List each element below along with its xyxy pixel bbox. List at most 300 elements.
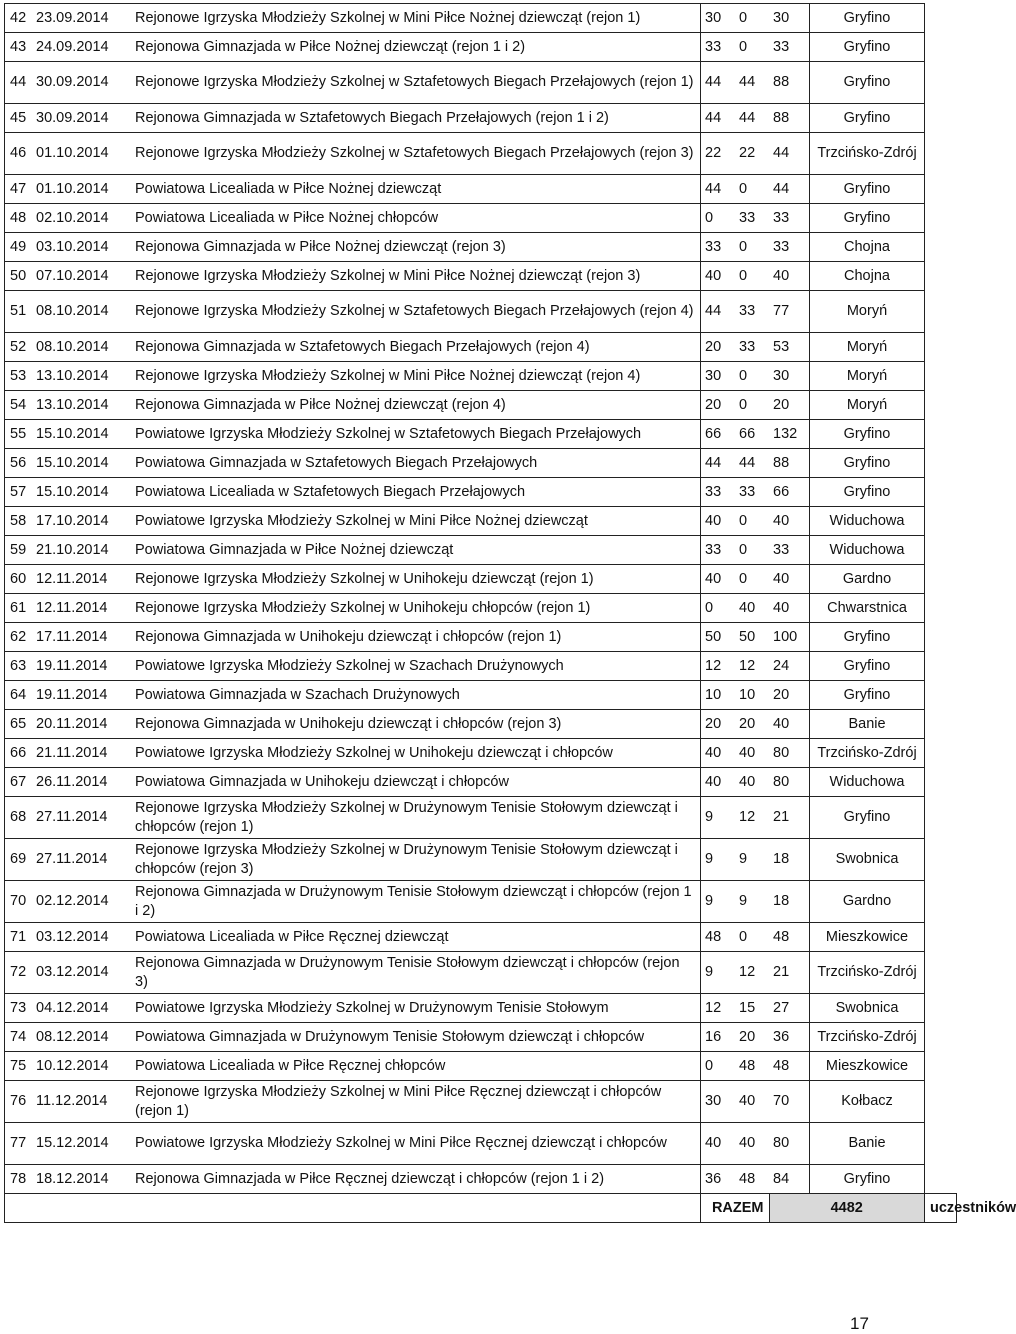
row-boys: 0	[735, 391, 769, 420]
row-girls: 40	[701, 768, 736, 797]
row-date: 12.11.2014	[32, 565, 131, 594]
row-event: Powiatowe Igrzyska Młodzieży Szkolnej w Szachach Drużynowych	[131, 652, 701, 681]
row-total: 77	[769, 291, 810, 333]
row-girls: 33	[701, 233, 736, 262]
row-date: 08.10.2014	[32, 333, 131, 362]
row-total: 48	[769, 923, 810, 952]
row-event: Powiatowa Gimnazjada w Sztafetowych Biegach Przełajowych	[131, 449, 701, 478]
row-date: 21.11.2014	[32, 739, 131, 768]
table-row	[5, 797, 957, 839]
row-boys: 0	[735, 923, 769, 952]
row-number: 51	[5, 291, 33, 333]
table-row	[5, 104, 957, 133]
row-place: Gryfino	[810, 449, 925, 478]
summary-row	[5, 1194, 957, 1223]
table-row	[5, 565, 957, 594]
summary-spacer	[5, 1194, 701, 1223]
table-row	[5, 1123, 957, 1165]
table-row	[5, 681, 957, 710]
row-event: Rejonowe Igrzyska Młodzieży Szkolnej w Drużynowym Tenisie Stołowym dziewcząt i chłopców (rejon 1)	[131, 797, 701, 839]
row-total: 20	[769, 681, 810, 710]
table-row	[5, 1081, 957, 1123]
row-date: 19.11.2014	[32, 652, 131, 681]
row-place: Gryfino	[810, 1165, 925, 1194]
row-girls: 9	[701, 952, 736, 994]
row-boys: 40	[735, 1123, 769, 1165]
row-boys: 44	[735, 62, 769, 104]
row-date: 23.09.2014	[32, 4, 131, 33]
row-number: 63	[5, 652, 33, 681]
row-number: 72	[5, 952, 33, 994]
row-event: Rejonowe Igrzyska Młodzieży Szkolnej w Sztafetowych Biegach Przełajowych (rejon 1)	[131, 62, 701, 104]
table-row	[5, 175, 957, 204]
row-number: 43	[5, 33, 33, 62]
row-boys: 9	[735, 881, 769, 923]
row-girls: 12	[701, 994, 736, 1023]
row-girls: 20	[701, 391, 736, 420]
table-row	[5, 768, 957, 797]
row-boys: 44	[735, 104, 769, 133]
row-number: 70	[5, 881, 33, 923]
row-boys: 9	[735, 839, 769, 881]
table-row	[5, 204, 957, 233]
row-total: 88	[769, 104, 810, 133]
row-total: 18	[769, 881, 810, 923]
table-row	[5, 420, 957, 449]
row-date: 04.12.2014	[32, 994, 131, 1023]
row-girls: 9	[701, 881, 736, 923]
row-girls: 33	[701, 536, 736, 565]
row-event: Rejonowa Gimnazjada w Piłce Ręcznej dziewcząt i chłopców (rejon 1 i 2)	[131, 1165, 701, 1194]
row-event: Rejonowa Gimnazjada w Unihokeju dziewcząt i chłopców (rejon 1)	[131, 623, 701, 652]
row-date: 21.10.2014	[32, 536, 131, 565]
row-place: Moryń	[810, 362, 925, 391]
row-date: 01.10.2014	[32, 175, 131, 204]
row-place: Gardno	[810, 565, 925, 594]
row-place: Gryfino	[810, 33, 925, 62]
row-date: 19.11.2014	[32, 681, 131, 710]
row-place: Swobnica	[810, 839, 925, 881]
row-date: 08.12.2014	[32, 1023, 131, 1052]
row-number: 62	[5, 623, 33, 652]
row-number: 53	[5, 362, 33, 391]
row-place: Trzcińsko-Zdrój	[810, 1023, 925, 1052]
summary-label: RAZEM	[701, 1194, 770, 1223]
row-boys: 48	[735, 1052, 769, 1081]
row-girls: 20	[701, 333, 736, 362]
table-row	[5, 4, 957, 33]
row-event: Powiatowe Igrzyska Młodzieży Szkolnej w Mini Piłce Ręcznej dziewcząt i chłopców	[131, 1123, 701, 1165]
row-total: 40	[769, 507, 810, 536]
row-girls: 40	[701, 565, 736, 594]
row-date: 15.10.2014	[32, 449, 131, 478]
row-event: Rejonowa Gimnazjada w Sztafetowych Biegach Przełajowych (rejon 4)	[131, 333, 701, 362]
row-place: Swobnica	[810, 994, 925, 1023]
row-place: Widuchowa	[810, 536, 925, 565]
row-girls: 44	[701, 104, 736, 133]
table-row	[5, 536, 957, 565]
row-date: 10.12.2014	[32, 1052, 131, 1081]
row-number: 42	[5, 4, 33, 33]
row-boys: 40	[735, 1081, 769, 1123]
row-boys: 20	[735, 1023, 769, 1052]
row-number: 45	[5, 104, 33, 133]
row-total: 44	[769, 133, 810, 175]
row-number: 49	[5, 233, 33, 262]
table-row	[5, 478, 957, 507]
row-boys: 40	[735, 594, 769, 623]
row-total: 24	[769, 652, 810, 681]
table-row	[5, 994, 957, 1023]
row-number: 66	[5, 739, 33, 768]
table-row	[5, 507, 957, 536]
row-girls: 9	[701, 839, 736, 881]
row-place: Gryfino	[810, 62, 925, 104]
row-number: 67	[5, 768, 33, 797]
row-event: Powiatowe Igrzyska Młodzieży Szkolnej w Sztafetowych Biegach Przełajowych	[131, 420, 701, 449]
row-event: Rejonowa Gimnazjada w Piłce Nożnej dziewcząt (rejon 4)	[131, 391, 701, 420]
row-girls: 0	[701, 594, 736, 623]
row-total: 33	[769, 536, 810, 565]
table-row	[5, 233, 957, 262]
row-place: Chwarstnica	[810, 594, 925, 623]
table-row	[5, 449, 957, 478]
row-date: 13.10.2014	[32, 362, 131, 391]
row-event: Powiatowa Gimnazjada w Unihokeju dziewcząt i chłopców	[131, 768, 701, 797]
row-number: 69	[5, 839, 33, 881]
row-number: 61	[5, 594, 33, 623]
table-row	[5, 652, 957, 681]
row-girls: 20	[701, 710, 736, 739]
row-total: 27	[769, 994, 810, 1023]
row-date: 27.11.2014	[32, 797, 131, 839]
row-number: 71	[5, 923, 33, 952]
row-event: Rejonowa Gimnazjada w Sztafetowych Biegach Przełajowych (rejon 1 i 2)	[131, 104, 701, 133]
table-row	[5, 133, 957, 175]
table-row	[5, 739, 957, 768]
row-place: Gryfino	[810, 204, 925, 233]
row-boys: 66	[735, 420, 769, 449]
row-girls: 22	[701, 133, 736, 175]
row-girls: 44	[701, 291, 736, 333]
row-total: 40	[769, 262, 810, 291]
row-number: 58	[5, 507, 33, 536]
row-event: Rejonowa Gimnazjada w Drużynowym Tenisie Stołowym dziewcząt i chłopców (rejon 1 i 2)	[131, 881, 701, 923]
row-event: Rejonowa Gimnazjada w Piłce Nożnej dziewcząt (rejon 3)	[131, 233, 701, 262]
row-girls: 30	[701, 1081, 736, 1123]
row-place: Banie	[810, 710, 925, 739]
row-place: Banie	[810, 1123, 925, 1165]
row-place: Gryfino	[810, 797, 925, 839]
row-place: Mieszkowice	[810, 1052, 925, 1081]
row-date: 11.12.2014	[32, 1081, 131, 1123]
row-event: Powiatowa Licealiada w Piłce Ręcznej chłopców	[131, 1052, 701, 1081]
row-date: 30.09.2014	[32, 62, 131, 104]
row-total: 40	[769, 594, 810, 623]
row-event: Rejonowe Igrzyska Młodzieży Szkolnej w Unihokeju dziewcząt (rejon 1)	[131, 565, 701, 594]
row-girls: 50	[701, 623, 736, 652]
row-number: 65	[5, 710, 33, 739]
row-number: 76	[5, 1081, 33, 1123]
row-place: Gryfino	[810, 652, 925, 681]
page-number: 17	[850, 1314, 869, 1333]
row-boys: 0	[735, 565, 769, 594]
row-boys: 33	[735, 478, 769, 507]
row-girls: 12	[701, 652, 736, 681]
row-total: 30	[769, 4, 810, 33]
row-number: 56	[5, 449, 33, 478]
row-place: Gryfino	[810, 623, 925, 652]
row-number: 60	[5, 565, 33, 594]
row-number: 75	[5, 1052, 33, 1081]
row-date: 07.10.2014	[32, 262, 131, 291]
row-boys: 33	[735, 291, 769, 333]
row-girls: 30	[701, 4, 736, 33]
row-date: 02.10.2014	[32, 204, 131, 233]
row-date: 03.10.2014	[32, 233, 131, 262]
row-event: Powiatowe Igrzyska Młodzieży Szkolnej w Drużynowym Tenisie Stołowym	[131, 994, 701, 1023]
row-girls: 40	[701, 1123, 736, 1165]
row-number: 52	[5, 333, 33, 362]
row-boys: 12	[735, 952, 769, 994]
row-boys: 0	[735, 536, 769, 565]
events-table	[4, 3, 1016, 1223]
row-event: Rejonowe Igrzyska Młodzieży Szkolnej w Drużynowym Tenisie Stołowym dziewcząt i chłopców (rejon 3)	[131, 839, 701, 881]
table-row	[5, 262, 957, 291]
row-boys: 0	[735, 507, 769, 536]
row-girls: 36	[701, 1165, 736, 1194]
row-boys: 22	[735, 133, 769, 175]
row-girls: 66	[701, 420, 736, 449]
row-total: 30	[769, 362, 810, 391]
row-date: 24.09.2014	[32, 33, 131, 62]
row-total: 40	[769, 565, 810, 594]
row-boys: 0	[735, 362, 769, 391]
row-girls: 48	[701, 923, 736, 952]
row-boys: 0	[735, 175, 769, 204]
row-event: Powiatowe Igrzyska Młodzieży Szkolnej w Mini Piłce Nożnej dziewcząt	[131, 507, 701, 536]
events-table-body	[5, 4, 957, 1194]
row-number: 57	[5, 478, 33, 507]
row-girls: 33	[701, 33, 736, 62]
row-date: 17.10.2014	[32, 507, 131, 536]
row-girls: 44	[701, 449, 736, 478]
row-total: 33	[769, 33, 810, 62]
row-boys: 33	[735, 204, 769, 233]
row-event: Rejonowe Igrzyska Młodzieży Szkolnej w Sztafetowych Biegach Przełajowych (rejon 4)	[131, 291, 701, 333]
summary-unit: uczestników	[925, 1194, 957, 1223]
row-number: 68	[5, 797, 33, 839]
row-girls: 33	[701, 478, 736, 507]
row-boys: 12	[735, 652, 769, 681]
row-boys: 10	[735, 681, 769, 710]
table-row	[5, 881, 957, 923]
row-number: 55	[5, 420, 33, 449]
row-girls: 40	[701, 507, 736, 536]
row-event: Rejonowa Gimnazjada w Unihokeju dziewcząt i chłopców (rejon 3)	[131, 710, 701, 739]
table-row	[5, 1052, 957, 1081]
row-place: Kołbacz	[810, 1081, 925, 1123]
row-event: Rejonowe Igrzyska Młodzieży Szkolnej w Mini Piłce Nożnej dziewcząt (rejon 4)	[131, 362, 701, 391]
row-boys: 50	[735, 623, 769, 652]
row-girls: 10	[701, 681, 736, 710]
row-place: Moryń	[810, 391, 925, 420]
row-date: 18.12.2014	[32, 1165, 131, 1194]
row-girls: 0	[701, 204, 736, 233]
row-girls: 44	[701, 175, 736, 204]
table-row	[5, 33, 957, 62]
row-total: 84	[769, 1165, 810, 1194]
table-row	[5, 952, 957, 994]
table-row	[5, 291, 957, 333]
row-date: 13.10.2014	[32, 391, 131, 420]
row-place: Gryfino	[810, 681, 925, 710]
row-boys: 0	[735, 262, 769, 291]
row-girls: 9	[701, 797, 736, 839]
table-row	[5, 62, 957, 104]
row-number: 77	[5, 1123, 33, 1165]
table-row	[5, 1165, 957, 1194]
row-number: 64	[5, 681, 33, 710]
row-boys: 44	[735, 449, 769, 478]
row-total: 80	[769, 768, 810, 797]
row-date: 20.11.2014	[32, 710, 131, 739]
row-date: 03.12.2014	[32, 923, 131, 952]
row-date: 03.12.2014	[32, 952, 131, 994]
row-date: 15.12.2014	[32, 1123, 131, 1165]
row-girls: 30	[701, 362, 736, 391]
row-total: 48	[769, 1052, 810, 1081]
row-place: Widuchowa	[810, 507, 925, 536]
row-total: 100	[769, 623, 810, 652]
row-event: Powiatowa Licealiada w Sztafetowych Biegach Przełajowych	[131, 478, 701, 507]
row-place: Trzcińsko-Zdrój	[810, 739, 925, 768]
row-total: 33	[769, 204, 810, 233]
row-girls: 44	[701, 62, 736, 104]
row-event: Rejonowe Igrzyska Młodzieży Szkolnej w Mini Piłce Nożnej dziewcząt (rejon 1)	[131, 4, 701, 33]
row-girls: 0	[701, 1052, 736, 1081]
row-event: Rejonowe Igrzyska Młodzieży Szkolnej w Mini Piłce Ręcznej dziewcząt i chłopców (rejon 1)	[131, 1081, 701, 1123]
row-place: Gryfino	[810, 175, 925, 204]
row-boys: 0	[735, 4, 769, 33]
row-date: 15.10.2014	[32, 420, 131, 449]
row-event: Rejonowa Gimnazjada w Piłce Nożnej dziewcząt (rejon 1 i 2)	[131, 33, 701, 62]
row-number: 48	[5, 204, 33, 233]
row-total: 80	[769, 1123, 810, 1165]
row-girls: 40	[701, 739, 736, 768]
row-place: Chojna	[810, 262, 925, 291]
row-number: 46	[5, 133, 33, 175]
row-event: Powiatowa Gimnazjada w Drużynowym Tenisie Stołowym dziewcząt i chłopców	[131, 1023, 701, 1052]
row-boys: 40	[735, 739, 769, 768]
row-place: Mieszkowice	[810, 923, 925, 952]
row-event: Powiatowa Gimnazjada w Szachach Drużynowych	[131, 681, 701, 710]
row-number: 54	[5, 391, 33, 420]
row-date: 12.11.2014	[32, 594, 131, 623]
row-date: 17.11.2014	[32, 623, 131, 652]
row-event: Powiatowa Licealiada w Piłce Nożnej chłopców	[131, 204, 701, 233]
row-total: 88	[769, 62, 810, 104]
row-place: Gardno	[810, 881, 925, 923]
row-number: 59	[5, 536, 33, 565]
row-date: 15.10.2014	[32, 478, 131, 507]
row-place: Gryfino	[810, 4, 925, 33]
row-total: 21	[769, 952, 810, 994]
row-total: 53	[769, 333, 810, 362]
row-total: 70	[769, 1081, 810, 1123]
row-date: 02.12.2014	[32, 881, 131, 923]
table-row	[5, 1023, 957, 1052]
table-row	[5, 710, 957, 739]
row-event: Powiatowe Igrzyska Młodzieży Szkolnej w Unihokeju dziewcząt i chłopców	[131, 739, 701, 768]
row-date: 08.10.2014	[32, 291, 131, 333]
row-event: Powiatowa Licealiada w Piłce Ręcznej dziewcząt	[131, 923, 701, 952]
row-event: Rejonowa Gimnazjada w Drużynowym Tenisie Stołowym dziewcząt i chłopców (rejon 3)	[131, 952, 701, 994]
row-boys: 12	[735, 797, 769, 839]
row-place: Moryń	[810, 291, 925, 333]
row-girls: 16	[701, 1023, 736, 1052]
row-total: 33	[769, 233, 810, 262]
row-place: Trzcińsko-Zdrój	[810, 952, 925, 994]
row-place: Gryfino	[810, 478, 925, 507]
row-date: 27.11.2014	[32, 839, 131, 881]
row-place: Moryń	[810, 333, 925, 362]
row-total: 18	[769, 839, 810, 881]
row-total: 66	[769, 478, 810, 507]
row-event: Powiatowa Gimnazjada w Piłce Nożnej dziewcząt	[131, 536, 701, 565]
row-total: 132	[769, 420, 810, 449]
row-place: Trzcińsko-Zdrój	[810, 133, 925, 175]
row-event: Rejonowe Igrzyska Młodzieży Szkolnej w Mini Piłce Nożnej dziewcząt (rejon 3)	[131, 262, 701, 291]
row-girls: 40	[701, 262, 736, 291]
row-number: 50	[5, 262, 33, 291]
row-boys: 48	[735, 1165, 769, 1194]
row-place: Widuchowa	[810, 768, 925, 797]
row-number: 74	[5, 1023, 33, 1052]
row-number: 47	[5, 175, 33, 204]
row-date: 26.11.2014	[32, 768, 131, 797]
table-row	[5, 362, 957, 391]
table-row	[5, 594, 957, 623]
row-boys: 0	[735, 233, 769, 262]
row-total: 36	[769, 1023, 810, 1052]
row-boys: 0	[735, 33, 769, 62]
row-boys: 15	[735, 994, 769, 1023]
results-sheet	[4, 3, 1016, 1223]
summary-total: 4482	[769, 1194, 925, 1223]
row-total: 40	[769, 710, 810, 739]
row-total: 20	[769, 391, 810, 420]
table-row	[5, 391, 957, 420]
row-total: 44	[769, 175, 810, 204]
row-event: Powiatowa Licealiada w Piłce Nożnej dziewcząt	[131, 175, 701, 204]
row-boys: 40	[735, 768, 769, 797]
row-place: Chojna	[810, 233, 925, 262]
row-place: Gryfino	[810, 104, 925, 133]
row-boys: 33	[735, 333, 769, 362]
table-row	[5, 839, 957, 881]
row-date: 30.09.2014	[32, 104, 131, 133]
row-number: 78	[5, 1165, 33, 1194]
row-boys: 20	[735, 710, 769, 739]
table-row	[5, 923, 957, 952]
row-number: 73	[5, 994, 33, 1023]
row-event: Rejonowe Igrzyska Młodzieży Szkolnej w Sztafetowych Biegach Przełajowych (rejon 3)	[131, 133, 701, 175]
row-total: 80	[769, 739, 810, 768]
table-row	[5, 333, 957, 362]
row-number: 44	[5, 62, 33, 104]
row-total: 88	[769, 449, 810, 478]
